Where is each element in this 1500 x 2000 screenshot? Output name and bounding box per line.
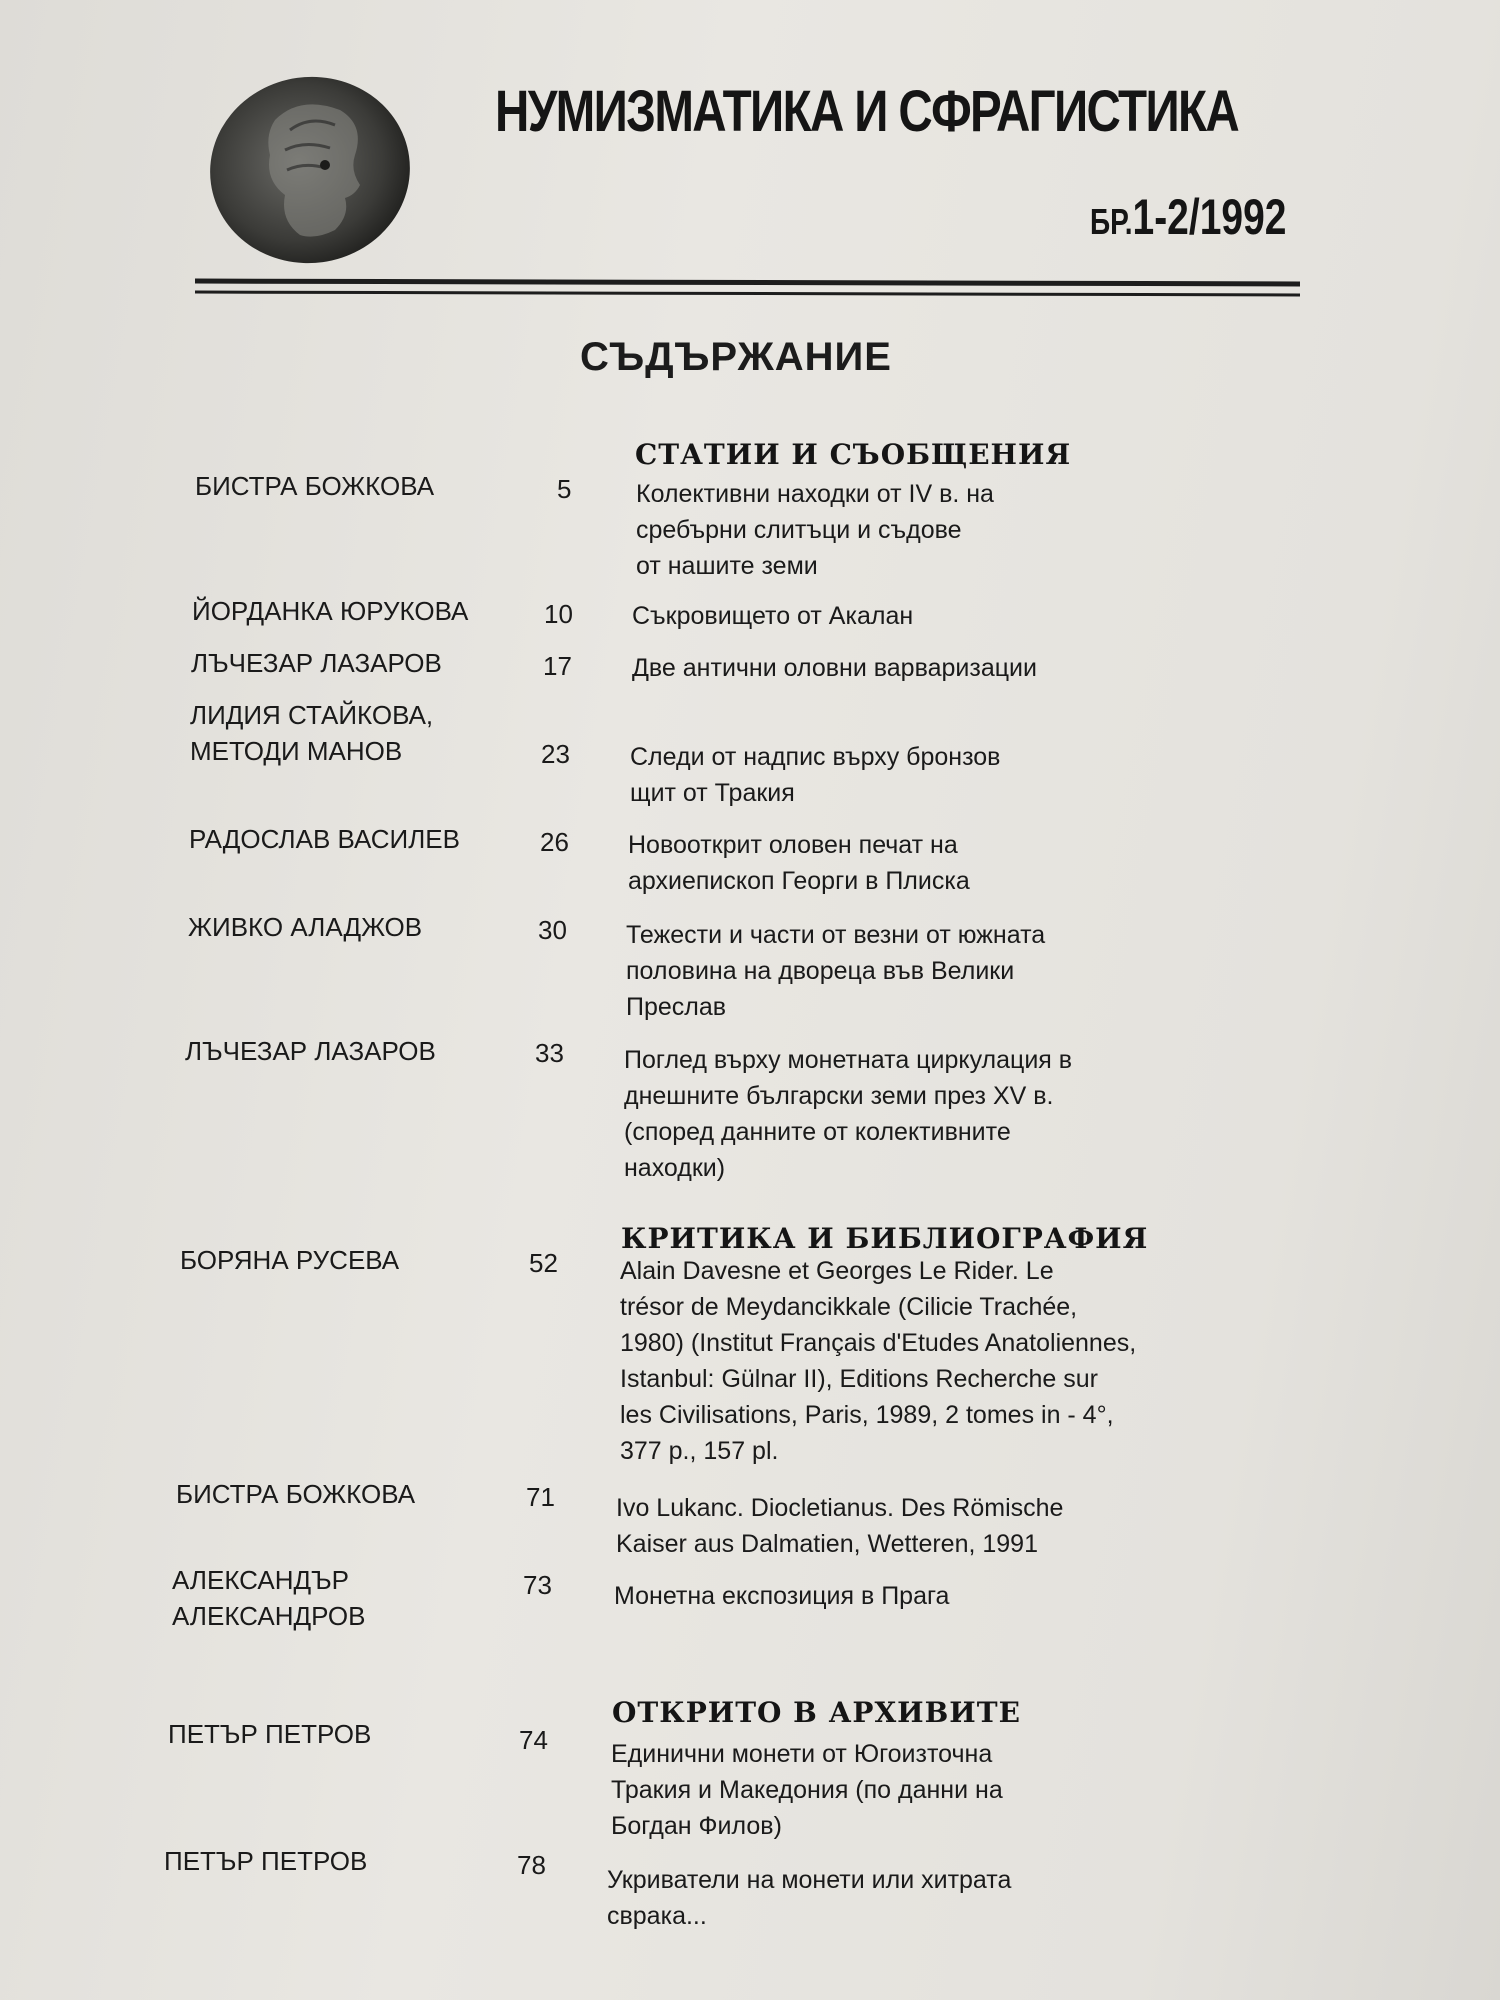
entry-title: Колективни находки от IV в. на сребърни слитъци и съдове от нашите земи (636, 480, 994, 580)
entry-author: ЖИВКО АЛАДЖОВ (188, 912, 423, 942)
journal-title: НУМИЗМАТИКА И СФРАГИСТИКА (495, 79, 1239, 144)
header-rule-thick (195, 279, 1300, 287)
section-heading-articles: СТАТИИ И СЪОБЩЕНИЯ (635, 438, 1072, 471)
entry-author: АЛЕКСАНДЪР АЛЕКСАНДРОВ (172, 1565, 366, 1631)
entry-author: РАДОСЛАВ ВАСИЛЕВ (189, 824, 460, 854)
entry-title: Съкровището от Акалан (632, 602, 914, 630)
entry-author: ЙОРДАНКА ЮРУКОВА (192, 596, 469, 626)
entry-author: ЛЪЧЕЗАР ЛАЗАРОВ (191, 648, 442, 678)
issue-prefix: БР. (1090, 201, 1133, 242)
coin-portrait-icon (205, 70, 415, 270)
entry-page-number: 71 (526, 1482, 555, 1512)
entry-author: ПЕТЪР ПЕТРОВ (168, 1719, 372, 1749)
issue-value: 1-2/1992 (1132, 189, 1287, 245)
entry-title: Alain Davesne et Georges Le Rider. Le trésor de Meydancikkale (Cilicie Trachée, 1980) (Institut Français d'Etudes Anatoliennes, Istanbul: Gülnar II), Editions Recherche sur les Civilisations, Paris, 1989, 2 tomes in - 4°, 377 p., 157 pl. (620, 1257, 1137, 1465)
entry-page-number: 73 (523, 1570, 552, 1600)
entry-title: Укриватели на монети или хитрата сврака... (607, 1866, 1012, 1930)
entry-author: ЛИДИЯ СТАЙКОВА, МЕТОДИ МАНОВ (190, 700, 434, 766)
entry-title: Новооткрит оловен печат на архиепископ Георги в Плиска (628, 831, 970, 895)
entry-title: Монетна експозиция в Прага (614, 1582, 950, 1610)
entry-title: Ivo Lukanc. Diocletianus. Des Römische Kaiser aus Dalmatien, Wetteren, 1991 (616, 1494, 1064, 1558)
entry-page-number: 33 (535, 1038, 564, 1068)
section-heading-criticism: КРИТИКА И БИБЛИОГРАФИЯ (621, 1222, 1149, 1255)
entry-title: Две антични оловни варваризации (632, 654, 1037, 682)
issue-number (1090, 188, 1286, 246)
entry-author: ЛЪЧЕЗАР ЛАЗАРОВ (185, 1036, 436, 1066)
entry-title: Единични монети от Югоизточна Тракия и Македония (по данни на Богдан Филов) (611, 1740, 1003, 1840)
entry-title: Следи от надпис върху бронзов щит от Тракия (630, 743, 1001, 807)
entry-author: БИСТРА БОЖКОВА (176, 1479, 416, 1509)
entry-page-number: 17 (543, 651, 572, 681)
entry-page-number: 26 (540, 827, 569, 857)
entry-page-number: 78 (517, 1850, 546, 1880)
entry-author: ПЕТЪР ПЕТРОВ (164, 1846, 368, 1876)
contents-heading: СЪДЪРЖАНИЕ (580, 335, 892, 379)
entry-page-number: 10 (544, 599, 573, 629)
entry-page-number: 52 (529, 1248, 558, 1278)
entry-page-number: 30 (538, 915, 567, 945)
section-heading-archives: ОТКРИТО В АРХИВИТЕ (612, 1696, 1021, 1729)
entry-page-number: 23 (541, 739, 570, 769)
entry-title: Поглед върху монетната циркулация в днешните български земи през XV в. (според данните от колективните находки) (624, 1046, 1073, 1182)
entry-page-number: 74 (519, 1725, 548, 1755)
header-rule-thin (195, 291, 1300, 297)
entry-title: Тежести и части от везни от южната половина на двореца във Велики Преслав (626, 921, 1046, 1021)
entry-author: БИСТРА БОЖКОВА (195, 471, 435, 501)
entry-page-number: 5 (557, 474, 572, 504)
entry-author: БОРЯНА РУСЕВА (180, 1245, 400, 1275)
